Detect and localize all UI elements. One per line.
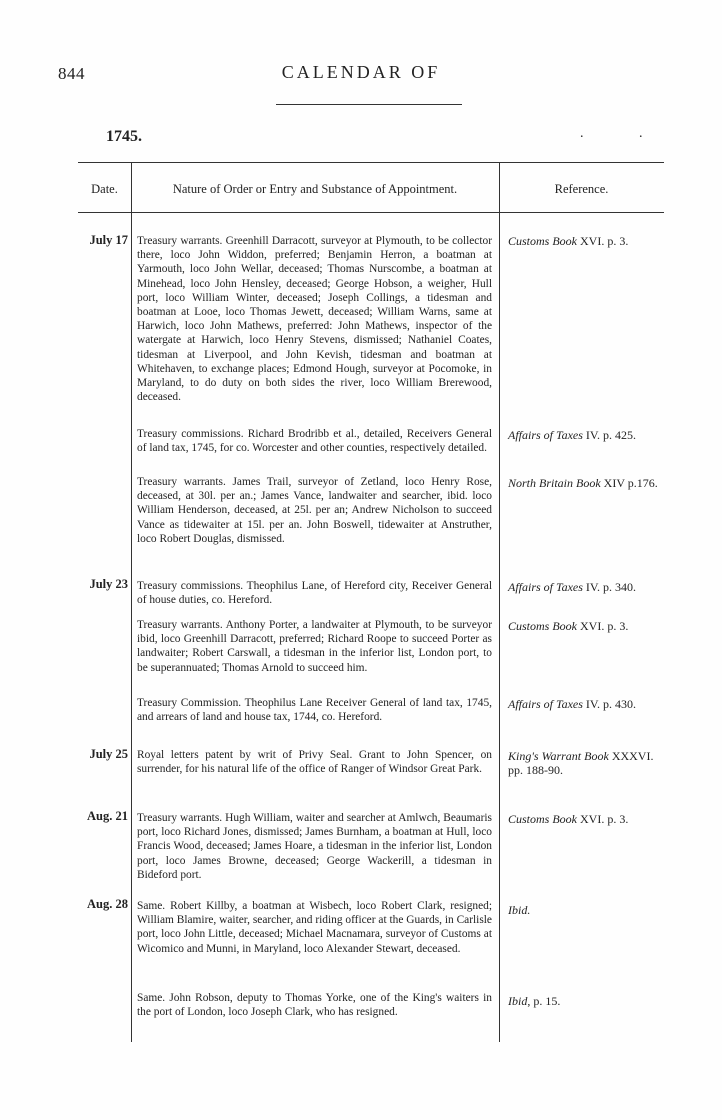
entry-reference	[508, 697, 658, 711]
entry-date: Aug. 28	[87, 897, 128, 911]
column-header-nature: Nature of Order or Entry and Substance of Appointment.	[172, 182, 458, 196]
entry-text: Treasury commissions. Richard Brodribb et al., detailed, Receivers General of land tax, 1745, for co. Worcester and other counties, respectively detailed.	[137, 428, 492, 455]
reference-source: Customs Book	[508, 619, 577, 633]
entry-date: July 23	[89, 577, 128, 591]
entry-text: Treasury warrants. Hugh William, waiter and searcher at Amlwch, Beaumaris port, loco Richard Jones, dismissed; James Burnham, a boatman at Hull, loco Francis Wood, deceased; James Hoare, a tidesman in the inferior list, London port, loco James Browne, deceased; George Wackerill, a tidesman in Bideford port.	[137, 812, 492, 881]
entry-text: Royal letters patent by writ of Privy Seal. Grant to John Spencer, on surrender, for his natural life of the office of Ranger of Windsor Great Park.	[137, 749, 492, 776]
year-heading: 1745.	[106, 128, 142, 145]
entry-reference	[508, 994, 658, 1008]
entry-text: Treasury Commission. Theophilus Lane Receiver General of land tax, 1745, and arrears of land and house tax, 1744, co. Hereford.	[137, 697, 492, 724]
reference-source: Ibid	[508, 994, 528, 1008]
reference-source: Affairs of Taxes	[508, 580, 583, 594]
entry-date: Aug. 21	[87, 809, 128, 823]
reference-location: XVI. p. 3.	[577, 619, 629, 633]
entry-reference	[508, 903, 658, 917]
entry-reference	[508, 476, 658, 490]
entry-text: Treasury warrants. Anthony Porter, a landwaiter at Plymouth, to be surveyor ibid, loco Greenhill Darracott, preferred; Richard Roope to succeed Porter as landwaiter; Robert Carswall, a tidesman in the inferior list, London port, to be superannuated; Thomas Arnold to succeed him.	[137, 619, 492, 674]
reference-location: XIV p.176.	[600, 476, 658, 490]
entry-date: July 17	[89, 233, 128, 247]
entry-text: Same. Robert Killby, a boatman at Wisbech, loco Robert Clark, resigned; William Blamire, waiter, searcher, and riding officer at the Guards, in Carlisle port, loco John Little, deceased; Michael Macnamara, surveyor of Customs at Wicomico and Munni, in Maryland, loco Alexander Stewart, deceased.	[137, 900, 492, 955]
title-rule	[276, 104, 462, 105]
table-top-rule	[78, 162, 664, 163]
reference-source: Affairs of Taxes	[508, 428, 583, 442]
column-header-date: Date.	[91, 182, 118, 196]
entry-text: Same. John Robson, deputy to Thomas Yorke, one of the King's waiters in the port of London, loco Joseph Clark, who has resigned.	[137, 992, 492, 1019]
entry-text: Treasury warrants. James Trail, surveyor of Zetland, loco Henry Rose, deceased, at 30l. per an.; James Vance, landwaiter and searcher, ibid. loco William Henderson, deceased, at 25l. per an; Andrew Nicholson to succeed Vance as tidewaiter at 15l. per an. John Boswell, tidewaiter at Anstruther, loco Robert Douglas, dismissed.	[137, 476, 492, 545]
entry-reference	[508, 580, 658, 594]
entry-reference	[508, 812, 658, 826]
reference-source: Customs Book	[508, 234, 577, 248]
reference-location: IV. p. 340.	[582, 580, 637, 594]
reference-source: North Britain Book	[508, 476, 601, 490]
reference-location: IV. p. 425.	[582, 428, 637, 442]
entry-text: Treasury warrants. Greenhill Darracott, surveyor at Plymouth, to be collector there, loco John Widdon, preferred; Benjamin Herron, a boatman at Yarmouth, loco John Wellar, deceased; Thomas Nurscombe, a boatman at Minehead, loco John Hensley, deceased; George Hobson, a weigher, Hull port, loco William Winter, deceased; Joseph Collings, a tidesman and boatman at Looe, loco Thomas Jewett, deceased; William Warns, same at Harwich, loco John Mathews, preferred: John Mathews, inspector of the watergate at Harwich, loco Henry Stevens, dismissed; Nathaniel Coates, tidesman at Liverpool, and John Kevish, tidesman and boatman at Whitehaven, to exchange places; Edmond Hough, surveyor at Pocomoke, in Maryland, to do duty on both sides the river, loco William Brerewood, deceased.	[137, 235, 492, 404]
entry-reference	[508, 428, 658, 442]
reference-location: IV. p. 430.	[582, 697, 637, 711]
entry-text: Treasury commissions. Theophilus Lane, of Hereford city, Receiver General of house duties, co. Hereford.	[137, 580, 492, 607]
page-number: 844	[58, 64, 85, 83]
reference-source: Customs Book	[508, 812, 577, 826]
table-header-rule	[78, 212, 664, 213]
header-dots: . .	[580, 126, 669, 141]
column-divider-date	[131, 162, 132, 1042]
column-divider-reference	[499, 162, 500, 1042]
reference-source: Ibid.	[508, 903, 531, 917]
reference-location: , p. 15.	[527, 994, 561, 1008]
entry-reference	[508, 619, 658, 633]
column-header-reference: Reference.	[554, 182, 609, 196]
entry-reference	[508, 234, 658, 248]
entry-date: July 25	[89, 747, 128, 761]
entry-reference	[508, 749, 658, 777]
reference-location: XVI. p. 3.	[577, 812, 629, 826]
reference-location: XVI. p. 3.	[577, 234, 629, 248]
reference-source: King's Warrant Book	[508, 749, 609, 763]
running-title: CALENDAR OF	[281, 62, 441, 82]
reference-location: XXXVI. pp. 188-90.	[508, 749, 654, 778]
reference-source: Affairs of Taxes	[508, 697, 583, 711]
